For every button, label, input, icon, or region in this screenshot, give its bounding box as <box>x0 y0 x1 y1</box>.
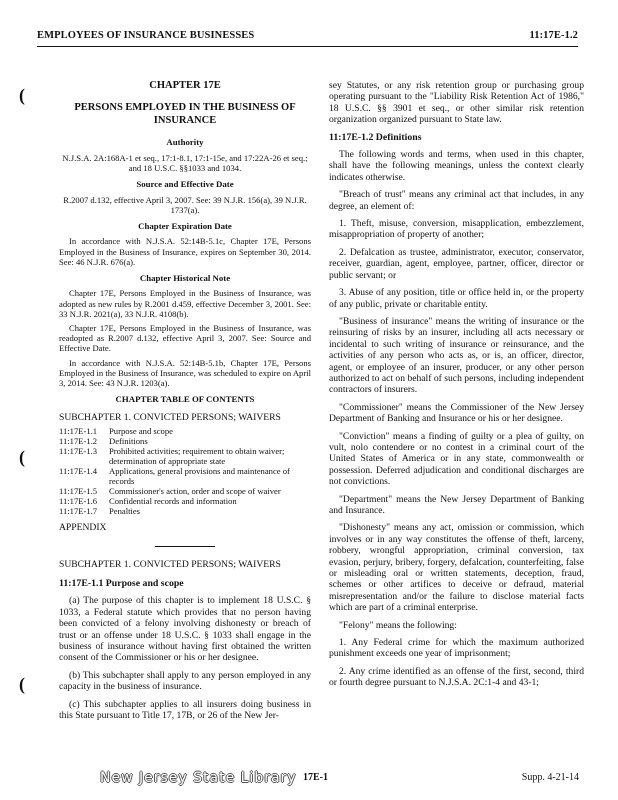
toc-entry-title: Prohibited activities; requirement to obtain waiver; determination of appropriate state <box>109 446 285 467</box>
definition-felony: "Felony" means the following: <box>339 619 457 631</box>
expiration-text: In accordance with N.J.S.A. 52:14B-5.1c, Chapter 17E, Persons Employed in the Business of Insurance, expires on September 30, 2014. See: 46 N.J.R. 676(a). <box>59 236 311 267</box>
definition-item: 3. Abuse of any position, title or office held in, or the property of any public, private or charitable entity. <box>329 287 584 310</box>
toc-entry-number: 11:17E-1.1 <box>59 426 98 437</box>
history-note: Chapter 17E, Persons Employed in the Business of Insurance, was readopted as R.2007 d.132, effective April 3, 2007. See: Source and Effective Date. <box>59 323 311 354</box>
toc-entry <box>59 496 311 506</box>
toc-entry <box>59 466 311 486</box>
toc-entry-number: 11:17E-1.4 <box>59 466 98 477</box>
section-divider <box>155 546 215 547</box>
definition-business-of-insurance: "Business of insurance" means the writing of insurance or the reinsuring of risks by an insurer, including all acts necessary or incidental to such writing of insurance or reinsurance, and the activities of any person who acts as, or is, an officer, director, agent, or employee of an insurer, producer, or any other person authorized to act on behalf of such persons, including independent contractors of insurers. <box>329 315 584 396</box>
continued-paragraph: sey Statutes, or any risk retention group or purchasing group operating pursuant to the "Liability Risk Retention Act of 1986," 18 U.S.C. §§ 3901 et seq., or other similar risk retention organization organized pursuant to State law. <box>329 80 584 126</box>
toc-entry-number: 11:17E-1.2 <box>59 436 98 447</box>
toc-entry-number: 11:17E-1.5 <box>59 486 98 497</box>
definition-dishonesty: "Dishonesty" means any act, omission or commission, which involves or in any way constitutes the offense of theft, larceny, robbery, wrongful appropriation, criminal conversion, tax evasion, perjury, bribery, forgery, defalcation, counterfeiting, false or misleading oral or written statements, deception, fraud, schemes or other artifices to deceive or defraud, material misrepresentation and/or the failure to disclose material facts which are part of a criminal enterprise. <box>329 522 584 614</box>
chapter-number: CHAPTER 17E <box>149 80 221 91</box>
running-header <box>37 30 578 46</box>
toc-entry-title: Applications, general provisions and maintenance of records <box>109 466 290 487</box>
toc-entry-number: 11:17E-1.7 <box>59 506 98 517</box>
definition-breach-of-trust: "Breach of trust" means any criminal act that includes, in any degree, an element of: <box>329 189 584 212</box>
toc-entry <box>59 506 311 516</box>
toc-entry-title: Purpose and scope <box>109 426 173 437</box>
history-heading: Chapter Historical Note <box>139 273 231 284</box>
toc-entry-title: Penalties <box>109 506 141 517</box>
subchapter-heading: SUBCHAPTER 1. CONVICTED PERSONS; WAIVERS <box>59 558 281 570</box>
toc-entry-title: Confidential records and information <box>109 496 237 507</box>
toc-list <box>59 426 311 516</box>
margin-bracket: ( <box>19 447 25 467</box>
library-watermark: New Jersey State Library <box>100 770 297 786</box>
toc-entry <box>59 426 311 436</box>
header-section: 11:17E-1.2 <box>529 30 578 41</box>
header-title: EMPLOYEES OF INSURANCE BUSINESSES <box>37 30 255 41</box>
toc-entry <box>59 486 311 496</box>
margin-bracket: ( <box>19 85 25 105</box>
source-heading: Source and Effective Date <box>136 179 234 190</box>
supplement-date: Supp. 4-21-14 <box>521 772 579 783</box>
toc-entry <box>59 446 311 466</box>
chapter-title: PERSONS EMPLOYED IN THE BUSINESS OF INSURANCE <box>74 102 296 127</box>
toc-entry-title: Commissioner's action, order and scope of waiver <box>109 486 281 497</box>
definition-item: 2. Defalcation as trustee, administrator, executor, conservator, receiver, guardian, agent, employee, partner, officer, director or public servant; or <box>329 246 584 281</box>
section-heading: 11:17E-1.1 Purpose and scope <box>59 577 184 589</box>
definition-commissioner: "Commissioner" means the Commissioner of the New Jersey Department of Banking and Insurance or his or her designee. <box>329 401 584 425</box>
history-note: In accordance with N.J.S.A. 52:14B-5.1b, Chapter 17E, Persons Employed in the Business of Insurance, was scheduled to expire on April 3, 2014. See: 43 N.J.R. 1203(a). <box>59 357 311 389</box>
toc-entry-title: Definitions <box>109 436 148 447</box>
history-block <box>59 288 311 388</box>
paragraph-b: (b) This subchapter shall apply to any person employed in any capacity in the business of insurance. <box>59 669 311 693</box>
section-heading: 11:17E-1.2 Definitions <box>329 131 422 143</box>
appendix-label: APPENDIX <box>59 522 107 534</box>
expiration-block <box>59 236 311 267</box>
definition-item: 1. Any Federal crime for which the maximum authorized punishment exceeds one year of imprisonment; <box>329 637 584 660</box>
paragraph-a: (a) The purpose of this chapter is to implement 18 U.S.C. § 1033, a Federal statute which provides that no person having been convicted of a felony involving dishonesty or breach of trust or an offense under 18 U.S.C. § 1033 shall engage in the business of insurance without having first obtained the written consent of the Commissioner or his or her designee. <box>59 595 311 664</box>
toc-heading: CHAPTER TABLE OF CONTENTS <box>115 394 255 405</box>
definition-item: 2. Any crime identified as an offense of the first, second, third or fourth degree pursuant to N.J.S.A. 2C:1-4 and 43-1; <box>329 665 584 689</box>
source-text: R.2007 d.132, effective April 3, 2007. See: 39 N.J.R. 156(a), 39 N.J.R. 1737(a). <box>63 194 307 215</box>
definition-item: 1. Theft, misuse, conversion, misapplication, embezzlement, misappropriation of property of another; <box>329 218 584 241</box>
right-column <box>329 80 584 695</box>
authority-heading: Authority <box>166 137 204 148</box>
expiration-heading: Chapter Expiration Date <box>138 221 232 232</box>
page-number: 17E-1 <box>303 772 328 783</box>
left-column <box>59 80 311 727</box>
definitions-intro: The following words and terms, when used in this chapter, shall have the following meanings, unless the context clearly indicates otherwise. <box>329 149 584 183</box>
authority-text: N.J.S.A. 2A:168A-1 et seq., 17:1-8.1, 17:1-15e, and 17:22A-26 et seq.; and 18 U.S.C. §§1033 and 1034. <box>62 152 308 174</box>
toc-entry <box>59 436 311 446</box>
margin-bracket: ( <box>19 674 25 694</box>
header-rule <box>37 46 578 47</box>
history-note: Chapter 17E, Persons Employed in the Business of Insurance, was adopted as new rules by R.2001 d.459, effective December 3, 2001. See: 33 N.J.R. 2021(a), 33 N.J.R. 4108(b). <box>59 288 311 319</box>
toc-entry-number: 11:17E-1.3 <box>59 446 98 457</box>
toc-subchapter: SUBCHAPTER 1. CONVICTED PERSONS; WAIVERS <box>59 411 281 423</box>
definition-department: "Department" means the New Jersey Department of Banking and Insurance. <box>329 493 584 516</box>
paragraph-c: (c) This subchapter applies to all insurers doing business in this State pursuant to Title 17, 17B, or 26 of the New Jer- <box>59 698 311 721</box>
toc-entry-number: 11:17E-1.6 <box>59 496 98 507</box>
definition-conviction: "Conviction" means a finding of guilty or a plea of guilty, on vult, nolo contendere or no contest in a criminal court of the United States of America or in any state, commonwealth or possession. Deferred adjudication and conditional discharges are not convictions. <box>329 430 584 488</box>
